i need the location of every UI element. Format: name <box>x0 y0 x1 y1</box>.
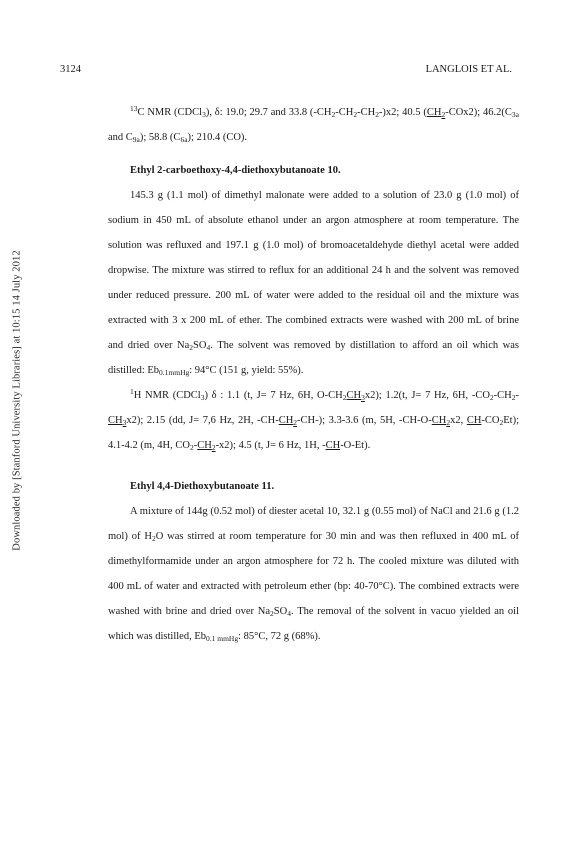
procedure-compound-10: 145.3 g (1.1 mol) of dimethyl malonate were added to a solution of 23.0 g (1.0 mol) of sodium in 450 mL of absolute ethanol under an argon atmosphere at room temperature. The solution was refluxed and 197.1 g (1.0 mol) of bromoacetaldehyde diethyl acetal were added dropwise. The mixture was stirred to reflux for an additional 24 h and the solvent was removed under reduced pressure. 200 mL of water were added to the residual oil and the mixture was extracted with 3 x 200 mL of ether. The combined extracts were washed with 200 mL of brine and dried over $Na_2SO_4$. The solvent was removed by distillation to afford an oil which was distilled: $Eb_{0.1mmHg}$: 94°C (151 g, yield: 55%). <box>108 190 520 377</box>
running-head: LANGLOIS ET AL. <box>425 64 512 75</box>
procedure-compound-11: A mixture of 144g (0.52 mol) of diester acetal 10, 32.1 g (0.55 mol) of NaCl and 21.6 g (1.2 mol) of $H_2O$ was stirred at room temperature for 30 min and was then refluxed in 400 mL of dimethylformamide under an argon atmosphere for 72 h. The cooled mixture was diluted with 400 mL of water and extracted with petroleum ether (bp: 40-70°C). The combined extracts were washed with brine and dried over $Na_2SO_4$. The removal of the solvent in vacuo yielded an oil which was distilled, $Eb_{0.1 mmHg}$: 85°C, 72 g (68%). <box>108 506 519 643</box>
section-heading-compound-10: Ethyl 2-carboethoxy-4,4-diethoxybutanoate 10. <box>130 165 341 176</box>
page-content <box>108 100 519 649</box>
h1-nmr-data: $^1$H NMR (CDCl$_3$) δ : 1.1 (t, J= 7 Hz, 6H, $O-CH_2CH_3x2$); 1.2(t, J= 7 Hz, 6H, $-CO_2-CH_2-CH_3x2$); 2.15 (dd, J= 7,6 Hz, 2H, $-CH-CH_2-CH-$); 3.3-3.6 (m, 5H, $-CH-O-CH_2x2$, $CH-CO_2Et$); 4.1-4.2 (m, 4H, $CO_2-CH_2-x2$); 4.5 (t, J= 6 Hz, 1H, -CH-O-Et). <box>108 387 520 452</box>
download-watermark: Downloaded by [Stanford University Libraries] at 10:15 14 July 2012 <box>11 250 23 551</box>
section-heading-compound-11: Ethyl 4,4-Diethoxybutanoate 11. <box>130 481 275 492</box>
c13-nmr-data: $^{13}$C NMR (CDCl$_3$), δ: 19.0; 29.7 and 33.8 $(-CH_2-CH_2-CH_2-)x2$; 40.5 $(CH_2-COx2)$; $46.2(C_{3a}$ and $C_{9a}$); 58.8 $(C_{6a})$; 210.4 (CO). <box>108 104 519 144</box>
page-number: 3124 <box>60 64 81 75</box>
